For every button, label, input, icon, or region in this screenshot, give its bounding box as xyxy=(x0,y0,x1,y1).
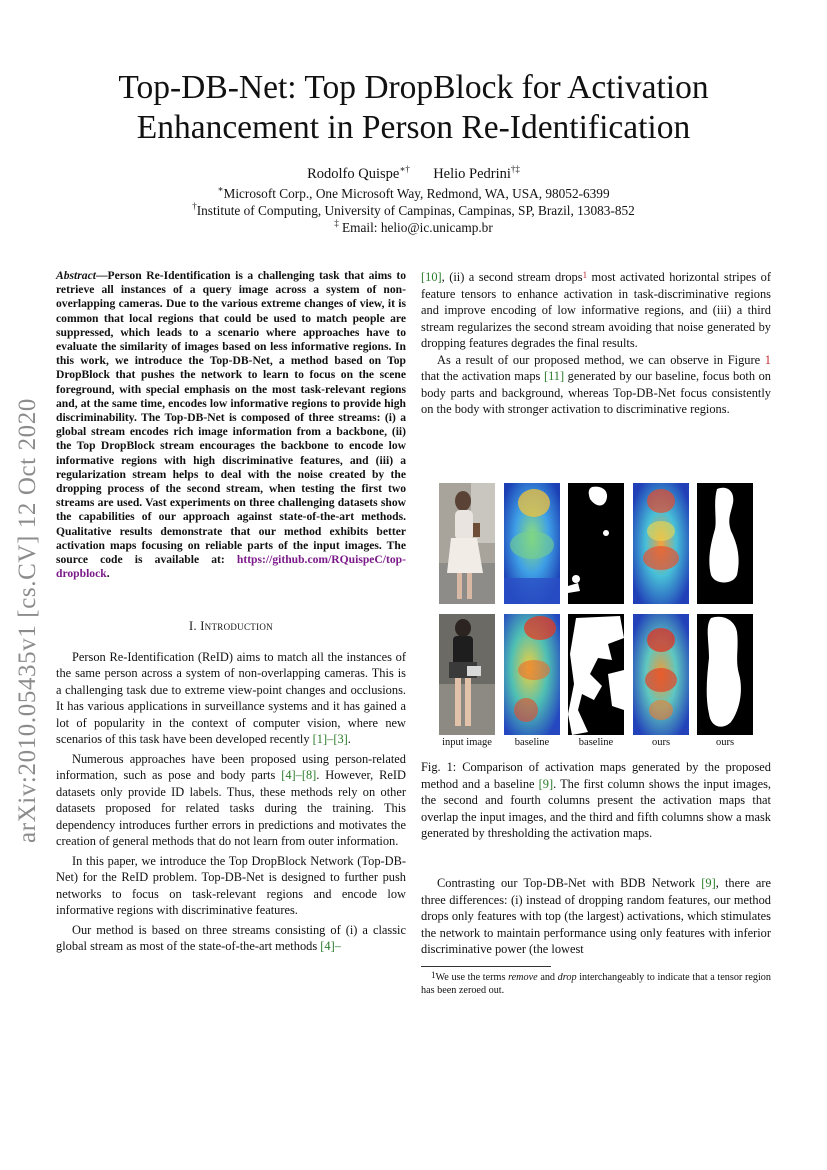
affiliation-2: †Institute of Computing, University of Campinas, Campinas, SP, Brazil, 13083-852 xyxy=(192,201,635,218)
section-heading-introduction: I. Introduction xyxy=(189,619,273,634)
author-2: Helio Pedrini xyxy=(433,166,511,182)
citation-link[interactable]: [4]–[8] xyxy=(281,768,317,783)
footnote-mark: 1 xyxy=(431,970,436,980)
figure-link[interactable]: 1 xyxy=(764,352,771,367)
column-label-input: input image xyxy=(442,737,492,748)
source-code-link[interactable]: https://github.com/RQuispeC/top-dropblock xyxy=(56,553,406,581)
right-column-bottom xyxy=(421,875,771,961)
ours-mask-2 xyxy=(697,614,753,735)
right-paragraph-2: As a result of our proposed method, we can observe in Figure 1 that the activation maps [11] generated by our baseline, focus both on body parts and background, whereas Top-DB-Net focus consistently on the body with stronger activation to discriminative regions. xyxy=(421,352,771,416)
baseline-mask-1 xyxy=(568,483,624,604)
citation-link[interactable]: [10] xyxy=(421,270,442,284)
right-paragraph-3: Contrasting our Top-DB-Net with BDB Network [9], there are three differences: (i) instead of dropping random features, our method drops only features with top (the largest) activations, which stimulates the network to maintain performance using only features with inferior discriminative power (the lowest xyxy=(421,876,772,956)
intro-paragraph-2: Numerous approaches have been proposed using person-related information, such as pose and body parts [4]–[8]. However, ReID datasets only provide ID labels. Thus, these methods rely on other datasets proposed for related tasks during the training. This dependency introduces further errors in predictions and motivates the creation of general methods that do not learn from outer information. xyxy=(56,751,406,849)
intro-paragraph-3: In this paper, we introduce the Top DropBlock Network (Top-DB-Net) for the ReID problem. Top-DB-Net is designed to further push networks to focus on task-relevant regions and encode low informative regions with discriminative features. xyxy=(56,853,406,918)
footnote: $^1$We use the terms remove and drop interchangeably to indicate that a tensor region has been zeroed out. xyxy=(421,970,771,996)
column-label-ours-map: ours xyxy=(651,737,671,748)
affiliation-1: ∗Microsoft Corp., One Microsoft Way, Redmond, WA, USA, 98052-6399 xyxy=(217,184,610,201)
column-label-ours-mask: ours xyxy=(715,737,735,748)
column-label-baseline-mask: baseline xyxy=(578,737,614,748)
intro-paragraph-1: Person Re-Identification (ReID) aims to match all the instances of the same person across a system of non-overlapping cameras. This is a challenging task due to extreme view-point changes and occlusions. It has various applications in surveillance systems and it has gained a lot of popularity in the context of computer vision, where new scenarios of this task have been developed recently [1]–[3]. xyxy=(56,649,406,747)
caption-label: Fig. 1: xyxy=(421,760,457,774)
figure-1 xyxy=(439,483,755,751)
right-paragraph-1: [10], (ii) a second stream drops$^1$ most activated horizontal stripes of feature tensors to enhance activation in task-discriminative regions and improve encoding of low informative regions, and (iii) a third stream regularizes the second stream avoiding that noise generated by dropping features degrades the final results. xyxy=(421,270,771,350)
baseline-activation-map-1 xyxy=(504,483,560,604)
column-label-baseline-map: baseline xyxy=(514,737,550,748)
author-1-marks: ∗† xyxy=(399,164,410,174)
ours-activation-map-1 xyxy=(633,483,689,604)
baseline-activation-map-2 xyxy=(504,614,560,735)
footnote-rule xyxy=(421,966,551,967)
citation-link[interactable]: [9] xyxy=(701,876,716,890)
input-image-1 xyxy=(439,483,495,604)
author-2-marks: †‡ xyxy=(510,164,520,174)
right-column-top xyxy=(421,269,771,421)
ours-mask-1 xyxy=(697,483,753,604)
citation-link[interactable]: [11] xyxy=(543,369,565,383)
input-image-2 xyxy=(439,614,495,735)
citation-link[interactable]: [1]–[3] xyxy=(312,732,348,747)
author-1: Rodolfo Quispe xyxy=(307,166,400,182)
baseline-mask-2 xyxy=(568,614,624,735)
citation-link[interactable]: [4]– xyxy=(320,939,341,954)
arxiv-identifier: arXiv:2010.05435v1 [cs.CV] 12 Oct 2020 xyxy=(14,398,41,843)
left-column xyxy=(56,269,406,958)
affiliation-3-email: ‡ Email: helio@ic.unicamp.br xyxy=(334,218,493,235)
intro-paragraph-4: Our method is based on three streams consisting of (i) a classic global stream as most of the state-of-the-art methods [4]– xyxy=(56,922,406,954)
paper-title: Top-DB-Net: Top DropBlock for Activation Enhancement in Person Re-Identification xyxy=(118,69,709,146)
footnote-ref[interactable]: 1 xyxy=(582,270,588,280)
ours-activation-map-2 xyxy=(633,614,689,735)
citation-link[interactable]: [9] xyxy=(538,776,554,791)
figure-1-caption: Fig. 1: Comparison of activation maps generated by the proposed method and a baseline [9]. The first column shows the input images, the second and fourth columns present the activation maps that overlap the input images, and the third and fifth columns show a mask generated by thresholding the activation maps. xyxy=(421,760,771,840)
abstract: Abstract—Person Re-Identification is a challenging task that aims to retrieve all instances of a query image across a system of non-overlapping cameras. Due to the various extreme changes of view, it is common that local regions that could be used to match people are suppressed, which leads to a scenario where approaches have to evaluate the similarity of images based on less informative regions. In this work, we introduce the Top-DB-Net, a method based on Top DropBlock that pushes the network to learn to focus on the scene foreground, with special emphasis on the most task-relevant regions and, at the same time, encodes low informative regions to provide high discriminability. The Top-DB-Net is composed of three streams: (i) a global stream encodes rich image information from a backbone, (ii) the Top DropBlock stream encourages the backbone to encode low informative regions with high discriminative features, and (iii) a regularization stream helps to deal with the noise created by the dropping process of the second stream, when testing the first two streams are used. Vast experiments on three challenging datasets show the capabilities of our approach against state-of-the-art methods. Qualitative results demonstrate that our method exhibits better activation maps focusing on reliable parts of the input images. The source code is available at: https://github.com/RQuispeC/top-dropblock. xyxy=(56,269,406,581)
author-line xyxy=(100,166,727,183)
abstract-label: Abstract xyxy=(56,269,96,282)
